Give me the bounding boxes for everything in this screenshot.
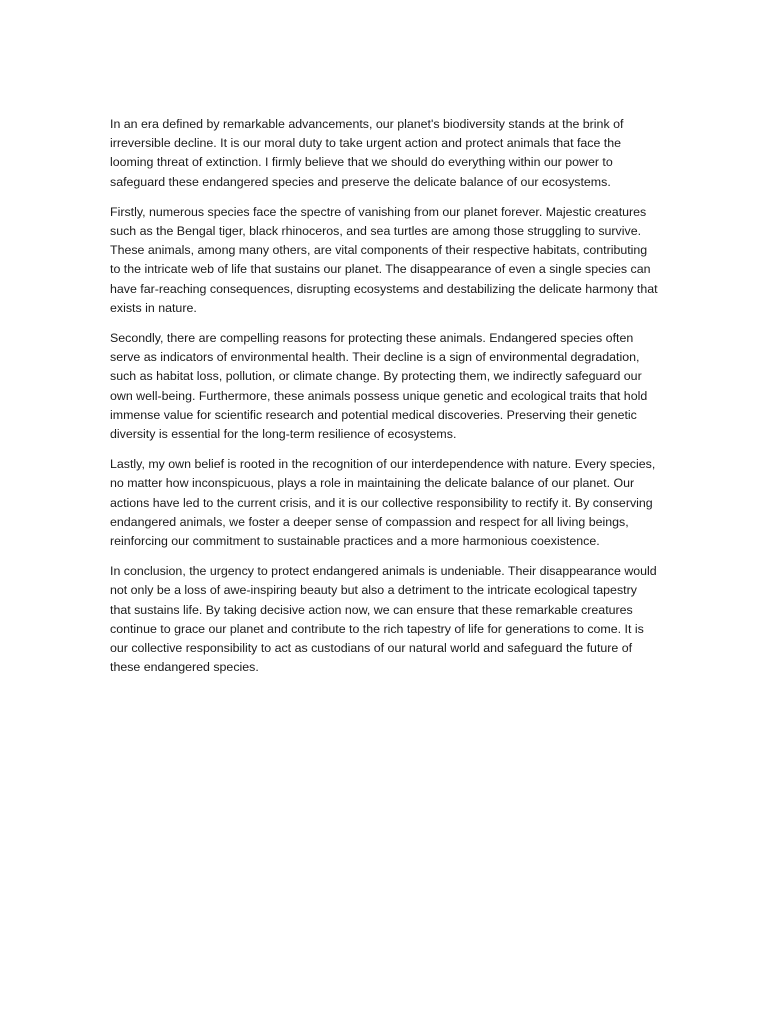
paragraph-conclusion: In conclusion, the urgency to protect endangered animals is undeniable. Their disappearance would not only be a loss of awe-inspiring beauty but also a detriment to the intricate ecological tapestry that sustains life. By taking decisive action now, we can ensure that these remarkable creatures continue to grace our planet and contribute to the rich tapestry of life for generations to come. It is our collective responsibility to act as custodians of our natural world and safeguard the future of these endangered species. xyxy=(110,564,657,675)
document-body xyxy=(110,115,660,688)
paragraph-lastly: Lastly, my own belief is rooted in the recognition of our interdependence with nature. Every species, no matter how inconspicuous, plays a role in maintaining the delicate balance of our planet. Our actions have led to the current crisis, and it is our collective responsibility to rectify it. By conserving endangered animals, we foster a deeper sense of compassion and respect for all living beings, reinforcing our commitment to sustainable practices and a more harmonious coexistence. xyxy=(110,457,656,549)
paragraph-firstly: Firstly, numerous species face the spectre of vanishing from our planet forever. Majestic creatures such as the Bengal tiger, black rhinoceros, and sea turtles are among those struggling to survive. These animals, among many others, are vital components of their respective habitats, contributing to the intricate web of life that sustains our planet. The disappearance of even a single species can have far-reaching consequences, disrupting ecosystems and destabilizing the delicate harmony that exists in nature. xyxy=(110,204,658,315)
paragraph-secondly: Secondly, there are compelling reasons for protecting these animals. Endangered species often serve as indicators of environmental health. Their decline is a sign of environmental degradation, such as habitat loss, pollution, or climate change. By protecting them, we indirectly safeguard our own well-being. Furthermore, these animals possess unique genetic and ecological traits that hold immense value for scientific research and potential medical discoveries. Preserving their genetic diversity is essential for the long-term resilience of ecosystems. xyxy=(110,331,648,442)
paragraph-introduction: In an era defined by remarkable advancements, our planet's biodiversity stands at the brink of irreversible decline. It is our moral duty to take urgent action and protect animals that face the looming threat of extinction. I firmly believe that we should do everything within our power to safeguard these endangered species and preserve the delicate balance of our ecosystems. xyxy=(110,117,624,189)
